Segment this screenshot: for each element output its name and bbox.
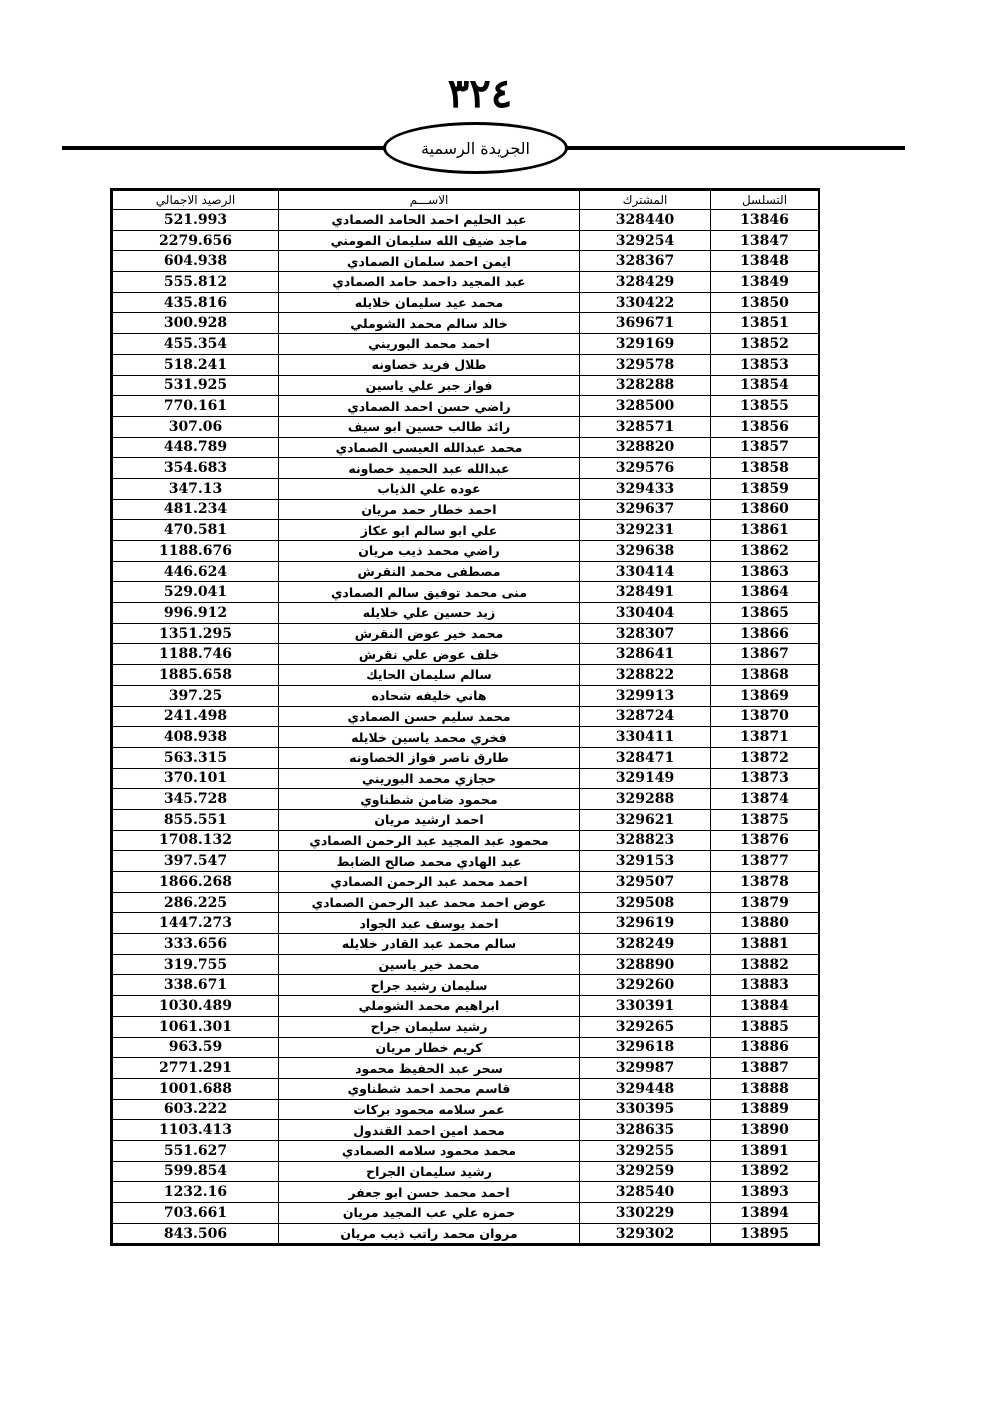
- table-row: [113, 706, 819, 727]
- table-row: [113, 665, 819, 686]
- table-header-row: [113, 191, 819, 210]
- cell-subscriber: 329448: [580, 1078, 711, 1099]
- table-body: [113, 210, 819, 1244]
- cell-balance: 455.354: [113, 334, 279, 355]
- cell-balance: 1866.268: [113, 872, 279, 893]
- cell-subscriber: 329288: [580, 789, 711, 810]
- cell-serial: 13880: [711, 913, 819, 934]
- cell-subscriber: 369671: [580, 313, 711, 334]
- cell-subscriber: 329619: [580, 913, 711, 934]
- cell-balance: 338.671: [113, 975, 279, 996]
- cell-name: راضي حسن احمد الصمادي: [279, 396, 580, 417]
- cell-subscriber: 329433: [580, 478, 711, 499]
- cell-balance: 354.683: [113, 458, 279, 479]
- table-row: [113, 272, 819, 293]
- table-row: [113, 1078, 819, 1099]
- cell-subscriber: 329576: [580, 458, 711, 479]
- cell-serial: 13878: [711, 872, 819, 893]
- table-row: [113, 437, 819, 458]
- cell-name: عوده علي الذياب: [279, 478, 580, 499]
- table-row: [113, 1058, 819, 1079]
- cell-balance: 1061.301: [113, 1016, 279, 1037]
- cell-serial: 13872: [711, 747, 819, 768]
- cell-serial: 13876: [711, 830, 819, 851]
- table-row: [113, 561, 819, 582]
- header-balance: الرصيد الاجمالي: [113, 191, 279, 210]
- cell-subscriber: 329265: [580, 1016, 711, 1037]
- cell-subscriber: 330414: [580, 561, 711, 582]
- cell-name: مصطفى محمد النقرش: [279, 561, 580, 582]
- cell-serial: 13875: [711, 809, 819, 830]
- cell-balance: 370.101: [113, 768, 279, 789]
- cell-subscriber: 329507: [580, 872, 711, 893]
- table-row: [113, 313, 819, 334]
- cell-balance: 435.816: [113, 292, 279, 313]
- cell-subscriber: 330411: [580, 727, 711, 748]
- cell-name: محمد خير ياسين: [279, 954, 580, 975]
- table-row: [113, 478, 819, 499]
- table-row: [113, 354, 819, 375]
- cell-serial: 13849: [711, 272, 819, 293]
- cell-subscriber: 329508: [580, 892, 711, 913]
- table-row: [113, 747, 819, 768]
- cell-serial: 13886: [711, 1037, 819, 1058]
- cell-balance: 307.06: [113, 416, 279, 437]
- cell-name: زيد حسين علي خلايله: [279, 603, 580, 624]
- cell-name: احمد ارشيد مريان: [279, 809, 580, 830]
- cell-serial: 13855: [711, 396, 819, 417]
- cell-name: حجازي محمد البوريني: [279, 768, 580, 789]
- cell-name: عبد الحليم احمد الحامد الصمادي: [279, 210, 580, 231]
- cell-balance: 397.547: [113, 851, 279, 872]
- cell-name: هاني خليفه شحاده: [279, 685, 580, 706]
- cell-name: احمد محمد حسن ابو جعفر: [279, 1182, 580, 1203]
- table-row: [113, 996, 819, 1017]
- header-serial: التسلسل: [711, 191, 819, 210]
- cell-serial: 13890: [711, 1120, 819, 1141]
- cell-balance: 1001.688: [113, 1078, 279, 1099]
- table-row: [113, 623, 819, 644]
- cell-serial: 13857: [711, 437, 819, 458]
- subscribers-table-frame: [110, 188, 820, 1246]
- cell-balance: 1188.746: [113, 644, 279, 665]
- cell-balance: 1232.16: [113, 1182, 279, 1203]
- cell-subscriber: 328822: [580, 665, 711, 686]
- cell-balance: 551.627: [113, 1140, 279, 1161]
- cell-name: عبد المجيد داحمد حامد الصمادي: [279, 272, 580, 293]
- cell-name: احمد محمد البوريني: [279, 334, 580, 355]
- cell-balance: 345.728: [113, 789, 279, 810]
- table-row: [113, 1120, 819, 1141]
- cell-serial: 13894: [711, 1203, 819, 1224]
- cell-serial: 13877: [711, 851, 819, 872]
- cell-balance: 446.624: [113, 561, 279, 582]
- cell-balance: 300.928: [113, 313, 279, 334]
- cell-name: عوض احمد محمد عبد الرحمن الصمادي: [279, 892, 580, 913]
- cell-name: عبد الهادي محمد صالح الضابط: [279, 851, 580, 872]
- cell-name: علي ابو سالم ابو عكاز: [279, 520, 580, 541]
- cell-subscriber: 328635: [580, 1120, 711, 1141]
- cell-name: ابراهيم محمد الشوملي: [279, 996, 580, 1017]
- cell-subscriber: 329254: [580, 230, 711, 251]
- cell-subscriber: 328471: [580, 747, 711, 768]
- cell-balance: 319.755: [113, 954, 279, 975]
- cell-name: محمد خير عوض النقرش: [279, 623, 580, 644]
- table-row: [113, 1140, 819, 1161]
- table-row: [113, 1203, 819, 1224]
- table-row: [113, 1223, 819, 1244]
- cell-serial: 13870: [711, 706, 819, 727]
- cell-name: عمر سلامه محمود بركات: [279, 1099, 580, 1120]
- gazette-title-oval: [383, 122, 568, 174]
- cell-serial: 13884: [711, 996, 819, 1017]
- cell-name: احمد محمد عبد الرحمن الصمادي: [279, 872, 580, 893]
- cell-subscriber: 329578: [580, 354, 711, 375]
- cell-balance: 1708.132: [113, 830, 279, 851]
- cell-balance: 286.225: [113, 892, 279, 913]
- table-row: [113, 334, 819, 355]
- cell-subscriber: 328890: [580, 954, 711, 975]
- table-row: [113, 975, 819, 996]
- cell-serial: 13893: [711, 1182, 819, 1203]
- cell-name: رشيد سليمان جراح: [279, 1016, 580, 1037]
- cell-balance: 481.234: [113, 499, 279, 520]
- cell-balance: 963.59: [113, 1037, 279, 1058]
- table-row: [113, 685, 819, 706]
- cell-name: منى محمد توفيق سالم الصمادي: [279, 582, 580, 603]
- cell-subscriber: 330391: [580, 996, 711, 1017]
- cell-subscriber: 328820: [580, 437, 711, 458]
- cell-serial: 13882: [711, 954, 819, 975]
- cell-subscriber: 328571: [580, 416, 711, 437]
- cell-name: محمود ضامن شطناوي: [279, 789, 580, 810]
- cell-serial: 13858: [711, 458, 819, 479]
- cell-serial: 13862: [711, 541, 819, 562]
- cell-subscriber: 328540: [580, 1182, 711, 1203]
- table-row: [113, 1182, 819, 1203]
- cell-balance: 448.789: [113, 437, 279, 458]
- cell-serial: 13865: [711, 603, 819, 624]
- cell-subscriber: 329149: [580, 768, 711, 789]
- cell-serial: 13851: [711, 313, 819, 334]
- table-row: [113, 251, 819, 272]
- cell-balance: 1188.676: [113, 541, 279, 562]
- cell-name: راضي محمد ذيب مريان: [279, 541, 580, 562]
- cell-name: خلف عوض علي نقرش: [279, 644, 580, 665]
- cell-name: سليمان رشيد جراح: [279, 975, 580, 996]
- cell-subscriber: 328429: [580, 272, 711, 293]
- table-row: [113, 851, 819, 872]
- cell-name: سالم محمد عبد القادر خلايله: [279, 934, 580, 955]
- cell-serial: 13881: [711, 934, 819, 955]
- cell-subscriber: 328288: [580, 375, 711, 396]
- cell-subscriber: 329231: [580, 520, 711, 541]
- table-row: [113, 789, 819, 810]
- table-row: [113, 892, 819, 913]
- cell-name: ماجد ضيف الله سليمان المومني: [279, 230, 580, 251]
- cell-subscriber: 330395: [580, 1099, 711, 1120]
- cell-serial: 13863: [711, 561, 819, 582]
- cell-serial: 13859: [711, 478, 819, 499]
- cell-name: خالد سالم محمد الشوملي: [279, 313, 580, 334]
- cell-subscriber: 329169: [580, 334, 711, 355]
- cell-serial: 13883: [711, 975, 819, 996]
- cell-serial: 13885: [711, 1016, 819, 1037]
- table-row: [113, 1016, 819, 1037]
- table-row: [113, 582, 819, 603]
- cell-balance: 347.13: [113, 478, 279, 499]
- cell-balance: 599.854: [113, 1161, 279, 1182]
- cell-balance: 521.993: [113, 210, 279, 231]
- cell-subscriber: 330404: [580, 603, 711, 624]
- cell-balance: 703.661: [113, 1203, 279, 1224]
- cell-name: احمد خطار حمد مريان: [279, 499, 580, 520]
- cell-name: محمد محمود سلامه الصمادي: [279, 1140, 580, 1161]
- table-row: [113, 210, 819, 231]
- table-row: [113, 644, 819, 665]
- table-row: [113, 1161, 819, 1182]
- cell-subscriber: 329153: [580, 851, 711, 872]
- cell-serial: 13879: [711, 892, 819, 913]
- table-row: [113, 1037, 819, 1058]
- subscribers-table: [112, 190, 819, 1244]
- cell-name: محمد امين احمد القندول: [279, 1120, 580, 1141]
- cell-serial: 13864: [711, 582, 819, 603]
- cell-serial: 13853: [711, 354, 819, 375]
- cell-name: طارق ناصر فواز الخصاونه: [279, 747, 580, 768]
- cell-subscriber: 328249: [580, 934, 711, 955]
- cell-subscriber: 329637: [580, 499, 711, 520]
- cell-subscriber: 328823: [580, 830, 711, 851]
- cell-serial: 13861: [711, 520, 819, 541]
- cell-name: محمد عيد سليمان خلايله: [279, 292, 580, 313]
- table-row: [113, 292, 819, 313]
- cell-balance: 529.041: [113, 582, 279, 603]
- cell-serial: 13871: [711, 727, 819, 748]
- table-row: [113, 603, 819, 624]
- table-row: [113, 913, 819, 934]
- cell-balance: 855.551: [113, 809, 279, 830]
- cell-serial: 13895: [711, 1223, 819, 1244]
- cell-subscriber: 328491: [580, 582, 711, 603]
- cell-name: سحر عبد الحفيظ محمود: [279, 1058, 580, 1079]
- table-row: [113, 1099, 819, 1120]
- cell-serial: 13873: [711, 768, 819, 789]
- table-row: [113, 541, 819, 562]
- cell-balance: 1103.413: [113, 1120, 279, 1141]
- table-row: [113, 830, 819, 851]
- cell-balance: 1885.658: [113, 665, 279, 686]
- table-row: [113, 809, 819, 830]
- cell-name: عبدالله عبد الحميد خصاونه: [279, 458, 580, 479]
- cell-balance: 2279.656: [113, 230, 279, 251]
- table-row: [113, 872, 819, 893]
- table-row: [113, 520, 819, 541]
- cell-serial: 13848: [711, 251, 819, 272]
- table-row: [113, 768, 819, 789]
- cell-balance: 843.506: [113, 1223, 279, 1244]
- page-number: ٣٢٤: [447, 70, 513, 117]
- cell-serial: 13860: [711, 499, 819, 520]
- cell-name: سالم سليمان الحايك: [279, 665, 580, 686]
- cell-serial: 13856: [711, 416, 819, 437]
- cell-serial: 13868: [711, 665, 819, 686]
- cell-subscriber: 329302: [580, 1223, 711, 1244]
- header-subscriber: المشترك: [580, 191, 711, 210]
- cell-balance: 241.498: [113, 706, 279, 727]
- cell-subscriber: 329638: [580, 541, 711, 562]
- cell-serial: 13887: [711, 1058, 819, 1079]
- cell-balance: 397.25: [113, 685, 279, 706]
- table-row: [113, 416, 819, 437]
- cell-balance: 996.912: [113, 603, 279, 624]
- cell-balance: 531.925: [113, 375, 279, 396]
- cell-serial: 13874: [711, 789, 819, 810]
- cell-balance: 2771.291: [113, 1058, 279, 1079]
- cell-subscriber: 328500: [580, 396, 711, 417]
- cell-name: رائد طالب حسين ابو سيف: [279, 416, 580, 437]
- cell-balance: 518.241: [113, 354, 279, 375]
- cell-name: فواز جبر علي ياسين: [279, 375, 580, 396]
- cell-subscriber: 330422: [580, 292, 711, 313]
- cell-subscriber: 328641: [580, 644, 711, 665]
- cell-balance: 555.812: [113, 272, 279, 293]
- cell-name: محمد عبدالله العيسى الصمادي: [279, 437, 580, 458]
- cell-subscriber: 328440: [580, 210, 711, 231]
- cell-balance: 408.938: [113, 727, 279, 748]
- cell-subscriber: 330229: [580, 1203, 711, 1224]
- cell-balance: 563.315: [113, 747, 279, 768]
- table-row: [113, 396, 819, 417]
- cell-serial: 13889: [711, 1099, 819, 1120]
- cell-name: ايمن احمد سلمان الصمادي: [279, 251, 580, 272]
- cell-serial: 13847: [711, 230, 819, 251]
- cell-subscriber: 328307: [580, 623, 711, 644]
- cell-serial: 13852: [711, 334, 819, 355]
- cell-subscriber: 329618: [580, 1037, 711, 1058]
- cell-subscriber: 328367: [580, 251, 711, 272]
- cell-serial: 13869: [711, 685, 819, 706]
- gazette-title: الجريدة الرسمية: [420, 138, 530, 158]
- cell-serial: 13867: [711, 644, 819, 665]
- cell-serial: 13854: [711, 375, 819, 396]
- cell-balance: 1351.295: [113, 623, 279, 644]
- cell-balance: 604.938: [113, 251, 279, 272]
- cell-balance: 470.581: [113, 520, 279, 541]
- table-row: [113, 230, 819, 251]
- cell-name: محمود عبد المجيد عبد الرحمن الصمادي: [279, 830, 580, 851]
- cell-subscriber: 329259: [580, 1161, 711, 1182]
- table-row: [113, 375, 819, 396]
- cell-serial: 13850: [711, 292, 819, 313]
- table-row: [113, 499, 819, 520]
- cell-name: محمد سليم حسن الصمادي: [279, 706, 580, 727]
- cell-name: رشيد سليمان الجراح: [279, 1161, 580, 1182]
- cell-name: كريم خطار مريان: [279, 1037, 580, 1058]
- cell-serial: 13866: [711, 623, 819, 644]
- cell-serial: 13888: [711, 1078, 819, 1099]
- cell-subscriber: 329260: [580, 975, 711, 996]
- table-row: [113, 458, 819, 479]
- cell-serial: 13892: [711, 1161, 819, 1182]
- cell-balance: 1447.273: [113, 913, 279, 934]
- cell-subscriber: 329621: [580, 809, 711, 830]
- cell-serial: 13846: [711, 210, 819, 231]
- cell-balance: 333.656: [113, 934, 279, 955]
- cell-serial: 13891: [711, 1140, 819, 1161]
- cell-name: قاسم محمد احمد شطناوي: [279, 1078, 580, 1099]
- cell-balance: 1030.489: [113, 996, 279, 1017]
- table-row: [113, 727, 819, 748]
- cell-subscriber: 329913: [580, 685, 711, 706]
- cell-name: مروان محمد راتب ذيب مريان: [279, 1223, 580, 1244]
- cell-name: طلال فريد خصاونه: [279, 354, 580, 375]
- cell-name: حمزه علي عب المجيد مريان: [279, 1203, 580, 1224]
- cell-subscriber: 329987: [580, 1058, 711, 1079]
- header-name: الاســـم: [279, 191, 580, 210]
- cell-subscriber: 328724: [580, 706, 711, 727]
- cell-balance: 770.161: [113, 396, 279, 417]
- cell-name: احمد يوسف عبد الجواد: [279, 913, 580, 934]
- table-row: [113, 934, 819, 955]
- cell-subscriber: 329255: [580, 1140, 711, 1161]
- cell-balance: 603.222: [113, 1099, 279, 1120]
- cell-name: فخري محمد ياسين خلايله: [279, 727, 580, 748]
- table-row: [113, 954, 819, 975]
